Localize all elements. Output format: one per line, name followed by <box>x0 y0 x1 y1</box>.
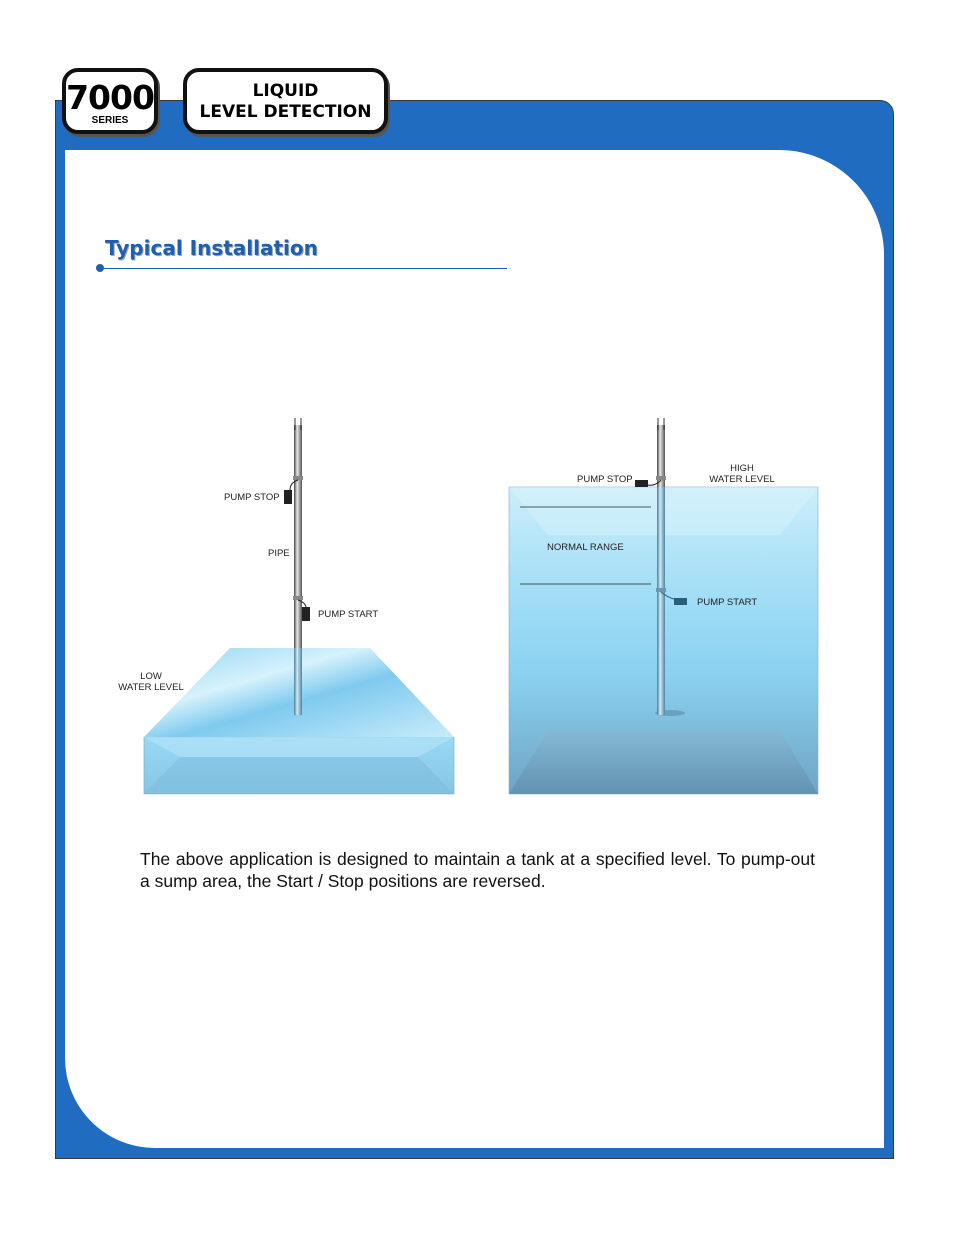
description-text: The above application is designed to maintain a tank at a specified level. To pump-out a sump area, the Start / Stop positions are reversed. <box>140 849 815 891</box>
series-label: SERIES <box>91 115 129 126</box>
section-heading: Typical Installation <box>105 236 318 260</box>
installation-diagram <box>100 400 830 810</box>
right-pump-stop-label: PUMP STOP <box>577 474 633 485</box>
title-line-2: LEVEL DETECTION <box>199 102 372 122</box>
right-normal-range-label: NORMAL RANGE <box>547 542 624 553</box>
right-high-water-label-1: HIGH <box>730 463 754 474</box>
left-pipe-label: PIPE <box>268 548 290 559</box>
left-low-water-label-1: LOW <box>140 671 162 682</box>
left-pump-stop-label: PUMP STOP <box>224 492 280 503</box>
left-low-water-label-2: WATER LEVEL <box>118 682 184 693</box>
left-pipe <box>293 418 303 715</box>
series-number: 7000 <box>66 78 154 117</box>
title-line-1: LIQUID <box>252 81 319 101</box>
right-pump-start-label: PUMP START <box>697 597 758 608</box>
heading-underline <box>102 268 507 269</box>
series-badge <box>62 68 158 134</box>
right-pipe <box>656 418 666 715</box>
title-badge <box>183 68 388 134</box>
left-pump-start-label: PUMP START <box>318 609 379 620</box>
right-high-water-label-2: WATER LEVEL <box>709 474 775 485</box>
